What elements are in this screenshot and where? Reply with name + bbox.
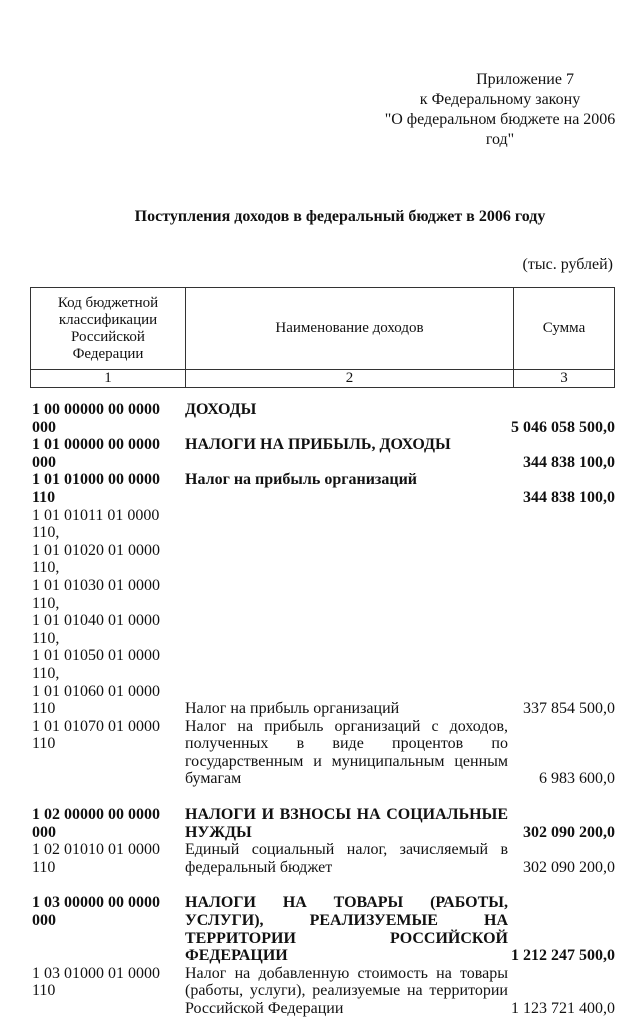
row-name: НАЛОГИ НА ТОВАРЫ (РАБОТЫ, УСЛУГИ), РЕАЛИЗУЕМЫЕ НА ТЕРРИТОРИИ РОССИЙСКОЙ ФЕДЕРАЦИИ (185, 894, 508, 965)
appendix-note (380, 70, 620, 150)
header-code: Код бюджетной классификации Российской Федерации (31, 288, 186, 370)
row-amount: 302 090 200,0 (523, 858, 615, 876)
row-amount: 337 854 500,0 (523, 700, 615, 718)
row-name: Налог на прибыль организаций (185, 471, 417, 489)
document-title: Поступления доходов в федеральный бюджет в 2006 году (134, 208, 546, 225)
row-code: 1 03 01000 01 0000 110 (32, 964, 160, 1000)
appendix-number: Приложение 7 (476, 71, 574, 88)
row-code: 1 00 00000 00 0000 000 (32, 401, 160, 436)
table-row (32, 841, 615, 876)
row-code: 1 02 00000 00 0000 000 (32, 806, 160, 841)
header-num-2: 2 (186, 370, 514, 388)
row-amount: 1 212 247 500,0 (511, 947, 615, 965)
table-header (30, 287, 615, 388)
table-row (32, 806, 615, 841)
row-code: 1 03 00000 00 0000 000 (32, 894, 160, 930)
row-name: Налог на прибыль организаций (185, 700, 400, 718)
row-code: 1 02 01010 01 0000 110 (32, 841, 160, 876)
units-label: (тыс. рублей) (522, 256, 613, 273)
row-name: Единый социальный налог, зачисляемый в федеральный бюджет (185, 841, 508, 876)
table-row (32, 965, 615, 1018)
row-amount: 344 838 100,0 (523, 488, 615, 506)
row-code: 1 01 00000 00 0000 000 (32, 436, 160, 471)
row-code: 1 01 01000 00 0000 110 (32, 471, 160, 506)
table-row (32, 401, 615, 436)
header-amount: Сумма (514, 288, 615, 370)
row-name: НАЛОГИ НА ПРИБЫЛЬ, ДОХОДЫ (185, 436, 451, 454)
row-name: НАЛОГИ И ВЗНОСЫ НА СОЦИАЛЬНЫЕ НУЖДЫ (185, 806, 508, 841)
header-name: Наименование доходов (186, 288, 514, 370)
table-row (32, 894, 615, 964)
row-amount: 5 046 058 500,0 (511, 418, 615, 436)
row-amount: 1 123 721 400,0 (511, 1000, 615, 1017)
row-amount: 6 983 600,0 (539, 770, 615, 788)
appendix-law-title: "О федеральном бюджете на 2006 год" (384, 111, 616, 148)
row-code: 1 01 01070 01 0000 110 (32, 717, 160, 753)
header-num-3: 3 (514, 370, 615, 388)
row-code: 1 01 01011 01 0000 110, 1 01 01020 01 0000 110, 1 01 01030 01 0000 110, 1 01 01040 01 0000 110, 1 01 01050 01 0000 110, 1 01 01060 01 0000 110 (32, 506, 160, 718)
table-row (32, 718, 615, 788)
table-row (32, 436, 615, 471)
row-amount: 344 838 100,0 (523, 453, 615, 471)
table-row (32, 507, 615, 718)
row-name: Налог на добавленную стоимость на товары (работы, услуги), реализуемые на территории Российской Федерации (185, 964, 508, 1017)
row-amount: 302 090 200,0 (523, 823, 615, 841)
appendix-law: к Федеральному закону (419, 91, 581, 108)
header-num-1: 1 (31, 370, 186, 388)
revenue-table-body (32, 401, 615, 1018)
row-name: ДОХОДЫ (185, 401, 257, 418)
table-row (32, 471, 615, 506)
row-name: Налог на прибыль организаций с доходов, полученных в виде процентов по государственным и муниципальным ценным бумагам (185, 717, 508, 788)
